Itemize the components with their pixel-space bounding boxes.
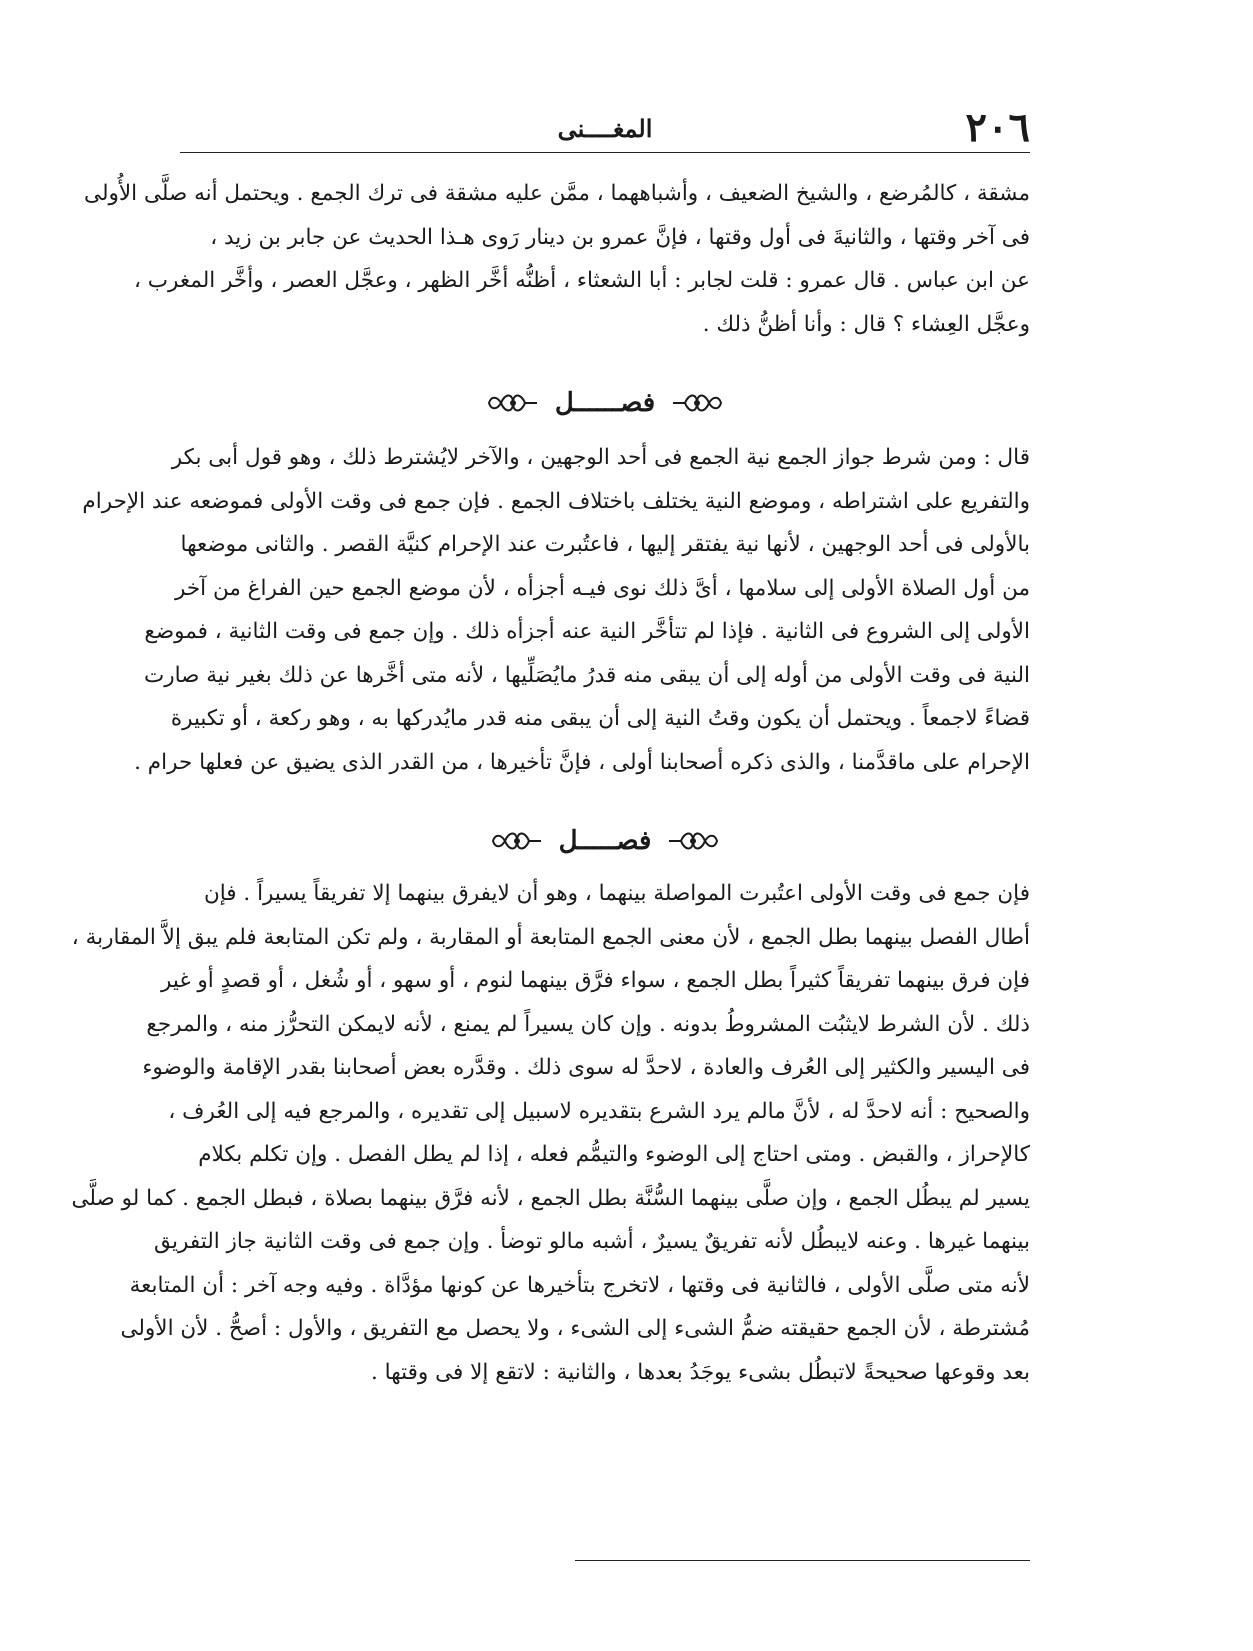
- text-line: الإحرام على ماقدَّمنا ، والذى ذكره أصحابنا أولى ، فإنَّ تأخيرها ، من القدر الذى يضيق عن فعلها حرام .: [134, 749, 1030, 775]
- arabesque-ornament-icon: [667, 828, 719, 854]
- running-title: المغــــنى: [557, 114, 653, 143]
- text-line: فإن جمع فى وقت الأولى اعتُبرت المواصلة بينهما ، وهو أن لايفرق بينهما إلا تفريقاً يسيراً . فإن: [203, 881, 1030, 906]
- paragraph-2: [82, 436, 1030, 784]
- text-line: وعجَّل العِشاء ؟ قال : وأنا أظنُّ ذلك .: [702, 311, 1030, 337]
- footnote-rule: [575, 1560, 1030, 1561]
- section-heading-2: [180, 818, 1030, 864]
- arabesque-ornament-icon: [671, 390, 723, 416]
- paragraph-3: [71, 872, 1030, 1394]
- text-line: والتفريع على اشتراطه ، وموضع النية يختلف باختلاف الجمع . فإن جمع فى وقت الأولى فموضعه عند الإحرام: [82, 488, 1030, 514]
- text-line: قال : ومن شرط جواز الجمع نية الجمع فى أحد الوجهين ، والآخر لايُشترط ذلك ، وهو قول أبى بكر: [171, 445, 1030, 470]
- text-line: بينهما غيرها . وعنه لايبطُل لأنه تفريقٌ يسيرٌ ، أشبه مالو توضأ . وإن جمع فى وقت الثانية جاز التفريق: [154, 1229, 1030, 1254]
- text-line: فى آخر وقتها ، والثانيةَ فى أول وقتها ، فإنَّ عمرو بن دينار رَوى هـذا الحديث عن جابر بن زيد ،: [210, 224, 1030, 250]
- text-line: مُشترطة ، لأن الجمع حقيقته ضمُّ الشىء إلى الشىء ، ولا يحصل مع التفريق ، والأول : أصحُّ . لأن الأولى: [120, 1316, 1030, 1341]
- text-line: بعد وقوعها صحيحةً لاتبطُل بشىء يوجَدُ بعدها ، والثانية : لاتقع إلا فى وقتها .: [370, 1359, 1030, 1385]
- text-line: ذلك . لأن الشرط لايثبُت المشروطُ بدونه . وإن كان يسيراً لم يمنع ، لأنه لايمكن التحرُّز منه ، والمرجع: [146, 1011, 1030, 1037]
- text-line: من أول الصلاة الأولى إلى سلامها ، أىَّ ذلك نوى فيـه أجزأه ، لأن موضع الجمع حين الفراغ من آخر: [175, 575, 1030, 601]
- text-line: يسير لم يبطُل الجمع ، وإن صلَّى بينهما السُّنَّة بطل الجمع ، لأنه فرَّق بينهما بصلاة ، فبطل الجمع . كما لو صلَّى: [71, 1185, 1030, 1211]
- arabesque-ornament-icon: [487, 390, 539, 416]
- text-line: فى اليسير والكثير إلى العُرف والعادة ، لاحدَّ له سوى ذلك . وقدَّره بعض أصحابنا بقدر الإقامة والوضوء: [142, 1055, 1030, 1080]
- text-line: كالإحراز ، والقبض . ومتى احتاج إلى الوضوء والتيمُّم فعله ، إذا لم يطل الفصل . وإن تكلم بكلام: [198, 1142, 1030, 1167]
- text-line: بالأولى فى أحد الوجهين ، لأنها نية يفتقر إليها ، فاعتُبرت عند الإحرام كنيَّة القصر . والثانى موضعها: [180, 532, 1030, 557]
- text-line: النية فى وقت الأولى من أوله إلى أن يبقى منه قدرُ مايُصَلِّيها ، لأنه متى أخَّرها عن ذلك بغير نية صارت: [143, 662, 1030, 688]
- page-number: ٢٠٦: [965, 104, 1030, 151]
- heading-label: فصــــــل: [554, 388, 656, 418]
- arabesque-ornament-icon: [491, 828, 543, 854]
- text-line: عن ابن عباس . قال عمرو : قلت لجابر : أبا الشعثاء ، أظنُّه أخَّر الظهر ، وعجَّل العصر ، وأخَّر المغرب ،: [134, 268, 1030, 293]
- text-line: مشقة ، كالمُرضع ، والشيخ الضعيف ، وأشباههما ، ممَّن عليه مشقة فى ترك الجمع . ويحتمل أنه صلَّى الأُولى: [84, 181, 1030, 206]
- text-line: أطال الفصل بينهما بطل الجمع ، لأن معنى الجمع المتابعة أو المقاربة ، ولم تكن المتابعة فلم يبق إلاَّ المقاربة ،: [71, 924, 1030, 950]
- text-line: الأولى إلى الشروع فى الثانية . فإذا لم تتأخَّر النية عنه أجزأه ذلك . وإن جمع فى وقت الثانية ، فموضع: [144, 619, 1030, 644]
- paragraph-1: [84, 172, 1030, 346]
- text-line: قضاءً لاجمعاً . ويحتمل أن يكون وقتُ النية إلى أن يبقى منه قدر مايُدركها به ، وهو ركعة ، أو تكبيرة: [170, 706, 1030, 731]
- page-header: [180, 100, 1030, 156]
- heading-label: فصـــــل: [558, 826, 652, 856]
- section-heading-1: [180, 380, 1030, 426]
- text-line: فإن فرق بينهما تفريقاً كثيراً بطل الجمع ، سواء فرَّق بينهما لنوم ، أو سهو ، أو شُغل ، أو قصدٍ أو غير: [160, 968, 1030, 993]
- text-line: والصحيح : أنه لاحدَّ له ، لأنَّ مالم يرد الشرع بتقديره لاسبيل إلى تقديره ، والمرجع فيه إلى العُرف ،: [168, 1098, 1030, 1124]
- header-rule: [180, 152, 1030, 153]
- text-line: لأنه متى صلَّى الأولى ، فالثانية فى وقتها ، لاتخرج بتأخيرها عن كونها مؤدَّاة . وفيه وجه آخر : أن المتابعة: [129, 1272, 1030, 1298]
